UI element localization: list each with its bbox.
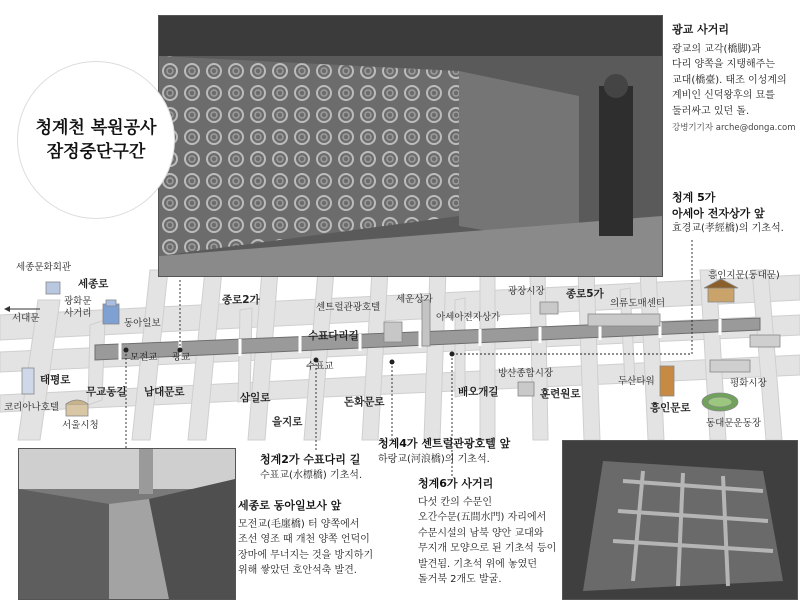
callout-title: 광교 사거리	[672, 23, 729, 36]
label-hullyeonwonro: 훈련원로	[540, 388, 581, 400]
excavation-image	[563, 441, 797, 599]
callout-sejongno	[238, 498, 403, 579]
photo-gwanggyo-stones	[158, 15, 663, 277]
title-line1: 청계천 복원공사	[35, 118, 157, 138]
callout-cheonggye2	[260, 452, 380, 483]
label-mugyodong: 무교동길	[86, 386, 127, 398]
label-donhwamunro: 돈화문로	[344, 396, 385, 408]
label-koreana-hotel: 코리아나호텔	[4, 402, 60, 413]
west-arrow-icon	[4, 306, 40, 312]
label-namdaemunno: 남대문로	[144, 386, 185, 398]
label-pyeonghwa: 평화시장	[730, 378, 767, 389]
label-seoul-cityhall: 서울시청	[62, 420, 99, 431]
label-euljiro: 을지로	[272, 416, 303, 428]
label-supyodarigil: 수표다리길	[308, 330, 359, 342]
photo-credit: 강병기기자 arche@donga.com	[672, 123, 796, 133]
callout-title: 청계 5가 아세아 전자상가 앞	[672, 191, 765, 220]
label-seodaemun: 서대문	[12, 313, 40, 324]
label-heunginjimun: 흥인지문(동대문)	[708, 270, 780, 281]
callout-title: 세종로 동아일보사 앞	[238, 499, 342, 512]
label-doosan: 두산타워	[618, 376, 655, 387]
label-dongdaemun-stadium: 동대문운동장	[706, 418, 762, 429]
callout-body: 효경교(孝經橋)의 기초석.	[672, 223, 784, 234]
callout-cheonggye5	[672, 190, 797, 237]
callout-title: 청계4가 센트럴관광호텔 앞	[378, 437, 511, 450]
label-jongno2: 종로2가	[222, 294, 260, 306]
label-clothing-center: 의류도매센터	[610, 298, 666, 309]
title-badge	[18, 62, 174, 218]
carved-stone-image	[159, 16, 662, 276]
label-gwangjang: 광장시장	[508, 286, 545, 297]
label-supyogyo: 수표교	[306, 361, 334, 372]
callout-body: 다섯 칸의 수문인 오간수문(五間水門) 자리에서 수문시설의 남북 양안 교대와 무지개 모양으로 된 기초석 등이 발견됨. 기초석 위에 놓였던 돌거북 2개도 발굴.	[418, 496, 557, 585]
label-gwanggyo: 광교	[172, 352, 191, 363]
label-seun: 세운상가	[396, 294, 433, 305]
callout-cheonggye6	[418, 476, 568, 588]
label-taepyeongno: 태평로	[40, 374, 71, 386]
label-baeogaegil: 배오개길	[458, 386, 499, 398]
label-heunginmunro: 흥인문로	[650, 402, 691, 414]
stone-wall-image	[19, 449, 235, 599]
label-gwanghwamun: 광화문 사거리	[64, 296, 92, 319]
label-mojeongyo: 모전교	[130, 352, 158, 363]
callout-body: 모전교(毛廛橋) 터 양쪽에서 조선 영조 때 개천 양쪽 언덕이 장마에 무너지는 것을 방지하기 위해 쌓았던 호안석축 발견.	[238, 518, 374, 576]
label-sejongno: 세종로	[78, 278, 109, 290]
label-central-hotel: 센트럴관광호텔	[316, 302, 381, 313]
callout-body: 광교의 교각(橋脚)과 다리 양쪽을 지탱해주는 교대(橋臺). 태조 이성계의 계비인 신덕왕후의 묘를 둘러싸고 있던 돌.	[672, 43, 787, 117]
label-bangsan: 방산종합시장	[498, 368, 554, 379]
callout-cheonggye4	[378, 436, 558, 467]
label-sejong-center: 세종문화회관	[16, 262, 72, 273]
photo-ogansumun	[562, 440, 798, 600]
callout-gwanggyo	[672, 22, 797, 137]
callout-body: 수표교(水標橋) 기초석.	[260, 469, 363, 481]
callout-title: 청계2가 수표다리 길	[260, 453, 361, 466]
label-jongno5: 종로5가	[566, 288, 604, 300]
callout-title: 청계6가 사거리	[418, 477, 494, 490]
callout-body: 하랑교(河浪橋)의 기초석.	[378, 453, 490, 465]
label-dongailbo: 동아일보	[124, 318, 161, 329]
photo-sejongno-wall	[18, 448, 236, 600]
label-samilro: 삼일로	[240, 392, 271, 404]
label-asia-mall: 아세아전자상가	[436, 312, 501, 323]
title-line2: 잠정중단구간	[46, 142, 146, 162]
